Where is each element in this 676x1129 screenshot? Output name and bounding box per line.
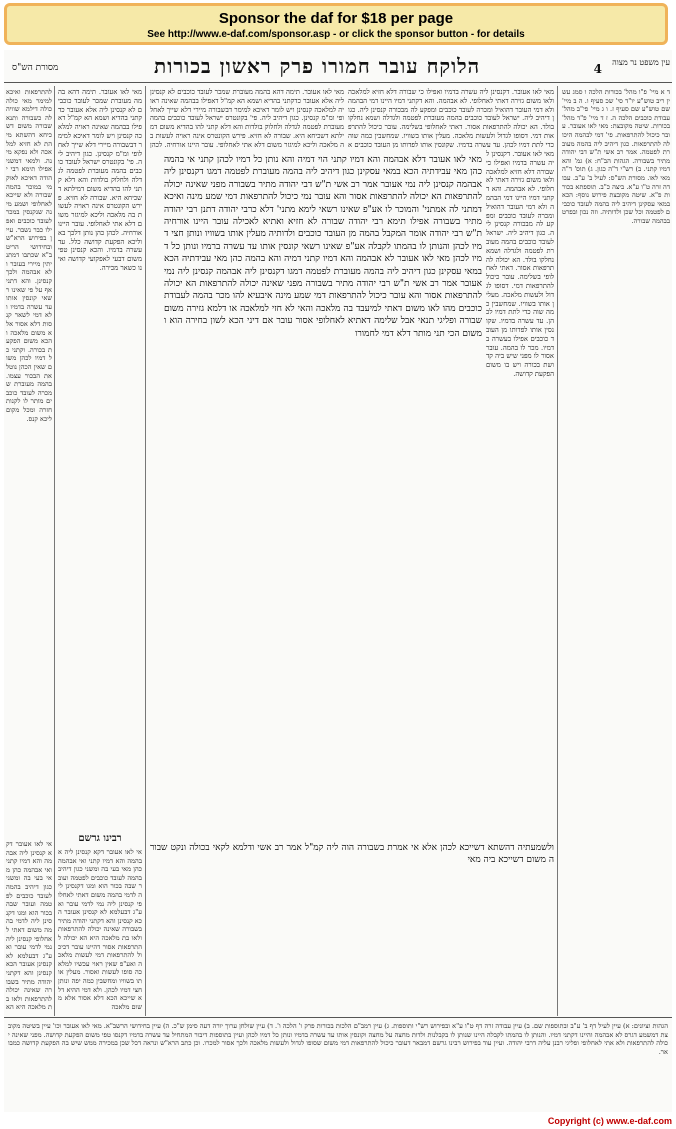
bottom-commentary-text: הגהות וציונים: א) עיין לעיל דף ב' ע"ב ובתוספות שם. ב) עיין עבודה זרה דף ט"ו ע"א ובפירוש רש"י ותוספות. ג) עיין רמב"ם הלכות בכורות פרק ו' הלכה ו'. ד) עיין שולחן ערוך יורה דעה סימן ש"כ. ה) עיין בחידושי הרשב"א. מאי לאו אעובר וכו' עיין בשיטה מקובצת דמשמע דגרס לא אבהמה והיינו דקתני דמיו. והנותן לו בהמתו לקבלה היינו שנותן לו בקבלנות ולדות מחצה על מחצה וקונסין אותו עד עשרה בדמיו ונותן כל דמיו לכהן ועיין בתוספות דיבור המתחיל עד עשרה בדמיו דקנסו טפי משום הפקעת קדושה. מפני שאינה יכולה להתרפאות ולא אתי לאחלופי ופליגי רבנן עליה דרבי יהודה. ועיין עוד בפירוש רבינו גרשם דמבאר דעובר כיכול להתרפאות דמי משום שסופו לגדול ולעשות מלאכה ולכך אסור למכרו. וכן כתב הרא"ש ונראה דכל שכן במכירה ממש שיש בה הפקעת קדושה כמבואר. (8, 1022, 668, 1056)
page-number: 4 (593, 62, 602, 76)
ein-mishpat-text: ד א מיי' פ"ו מהל' בכורות הלכה ו סמג עשין ריב טוש"ע יו"ד סי' שכ סעיף ו. ה ב מיי' שם טוש"ע שם סעיף ז. ו ג מיי' פי"ב מהל' עבודת כוכבים הלכה ה. ז ד מיי' פ"ד מהל' בכורות. שיטה מקובצת: מאי לאו אעובר. עובר כיכול להתרפאות. פי' דמי לבהמה היכולה להתרפאות. כגון דיהיב ליה בהמה מעוברת לפטמה. אמר רב אשי ת"ש דבי יהודה מתיר בשבורה. הגהות הב"ח: א) גמ' והא דמיו קתני. ב) רש"י ד"ה כגון. ג) תוס' ד"ה מאי לאו. מסורת הש"ס: לעיל ב' ע"ב. עבודה זרה ט"ו ע"א. ביצה כ"ב. תוספתא בכורות פ"א. שיטה מקובצת פירוש נוסף: הכא במאי עסקינן דיהיב ליה בהמה לעובד כוכבים לפטמה וכל שכן ולדותיה. וזה נכון ובפרט בבהמה שבורה. (562, 88, 670, 225)
ein-mishpat-label: עין משפט נר מצוה (612, 58, 670, 67)
tosafot-text: מאי לאו אעובר. תימה דהא בהמה מעוברת שמכר לעובד כוכבים לא קנסינן ליה אלא אעובר כדקתני בהדיא ושמא הא קמ"ל דאפילו בבהמה שאינה ראויה למלאכה קנסינן ויש לומר דאיכא למימר דבשבורה מיירי דלא שייך לאחלופי ומ"מ קנסינן. כגון דיהיב ליה. פי' בקונטרס ישראל לעובד כוכבים בהמה מעוברת לפטמה לגדלה ולחלוק בולדות והא דלא קתני להו בהדיא משום דמילתא דשכיחא היא. שבורה לא חזיא. פירש הקונטרס אינה ראויה לעשות בה מלאכה וליכא למיגזר משום דלא אתי לאחלופי. עובר היינו אורחיה. לכהן כהן נותן דלכך בא וליכא הפקעת קדושה כלל. עד עשרה בדמיו. והכא קנסינן טפי משום דבעי לאפקועי קדושה ואינו כשאר מכירה. (58, 88, 142, 272)
sponsor-banner[interactable] (4, 3, 668, 45)
divider-ein-mishpat (557, 86, 558, 1016)
gemara-main (164, 154, 482, 840)
rashi-top-text: מאי לאו אעובר. דקנסינן ליה עשרה בדמיו ואפילו כי שבורה דלא חזיא למלאכה ולאו משום גזירה דאתי לאחלופי. לא אבהמה. והא דקתני דמיו היינו דמי הבהמה ולא דמי העובר דהואיל ומכרה לעובד כוכבים ומפקע לה מבכורה קנסינן ליה. כגון דיהיב ליה. ישראל לעובד כוכבים בהמה מעוברת לפטמה ולגדלה ושמא נחלקו בולד. הא יכולה להתרפאות אסור. דאתי לאחלופי בשלימה. עובר כיכול להתרפאות דמי. דסופו לגדול ולעשות מלאכה. מעלין אותו בשוויו. שמחשבין כמה שוה כדי לתת דמיו לכהן. עד עשרה בדמיו. שקונסין אותו לפדותו מן העובד כוכבים א (348, 88, 554, 148)
tosafot-column (58, 88, 142, 828)
tosafot-top-band (150, 88, 344, 148)
bottom-divider (4, 1017, 672, 1018)
rashi-text: מאי לאו אעובר. דקנסינן ליה עשרה בדמיו ואפילו כי שבורה דלא חזיא למלאכה ולאו משום גזירה דאתי לאחלופי. לא אבהמה. והא דקתני דמיו היינו דמי הבהמה ולא דמי העובר דהואיל ומכרה לעובד כוכבים ומפקע לה מבכורה קנסינן ליה. כגון דיהיב ליה. ישראל לעובד כוכבים בהמה מעוברת לפטמה ולגדלה ושמא נחלקו בולד. הא יכולה להתרפאות אסור. דאתי לאחלופי בשלימה. עובר כיכול להתרפאות דמי. דסופו לגדול ולעשות מלאכה. מעלין אותו בשוויו. שמחשבין כמה שוה כדי לתת דמיו לכהן. עד עשרה בדמיו. שקונסין אותו לפדותו מן העובד כוכבים אפילו בעשרה בדמיו. מכר לו בהמה. עובר אסור לו מפני שיש ביה קדושת בכורה ויש בו משום הפקעת קדושה. (486, 150, 554, 378)
rashi-top-band (348, 88, 554, 148)
sponsor-subline[interactable]: See http://www.e-daf.com/sponsor.asp - or click the sponsor button - for details (147, 29, 525, 40)
ein-mishpat-column (562, 88, 670, 1013)
masechet-label: מסורת הש"ס (12, 63, 59, 73)
page-header (4, 54, 672, 82)
copyright-link[interactable]: Copyright (c) www.e-daf.com (547, 1116, 672, 1126)
rabbeinu-gershom-tail-text: אי לאו אעובר דקא קנסינן ליה אבהמה והא דמיו קתני ואי אבהמה כהן מאי בעי בה ומשני כגון דיהיב בהמה לעובד כוכבים לפטמה ועובר שבה בכור הוא ומגו דקנסינן ליה לדמי בהמה משום דאתי לאחלופי קנסינן ליה נמי לדמי עובר ואע"ג דבעלמא לא קנסינן אעובר הכא קנסינן והא דקתני יהודה מתיר בשבורה שאינה יכולה להתרפאות ולאו בת מלאכה היא הא (6, 840, 52, 1010)
divider-left-margin (54, 86, 55, 1016)
gemara-bottom (150, 842, 554, 1000)
sponsor-headline[interactable]: Sponsor the daf for $18 per page (218, 10, 454, 27)
divider-tosafot (145, 86, 146, 1016)
rashi-column (486, 150, 554, 840)
gemara-bottom-text: ולשמעתיה דהשתא דשייכא לכהן אלא אי אמרת בשבורה הוה ליה קמ"ל אמר רב אשי ודלמא לקאי בכולה ונקט שבורה משום דשייכא ביה מאי (150, 843, 554, 866)
bottom-commentary (8, 1022, 668, 1108)
header-divider (4, 82, 672, 83)
page-title: הלוקח עובר חמורו פרק ראשון בכורות (154, 54, 481, 78)
talmud-page (4, 50, 672, 1112)
rabbeinu-gershom-column (58, 830, 142, 1015)
rabbeinu-gershom-heading: רבינו גרשם (78, 833, 122, 844)
left-margin-column (6, 88, 52, 828)
rabbeinu-gershom-tail (6, 840, 52, 1010)
gemara-text: מאי לאו אעובר דלא אבהמה והא דמיו קתני הוי דמיה והא נותן כל דמיו לכהן קתני אי בהמה כהן מאי עבידתיה הכא במאי עסקינן כגון דיהיב ליה בהמה מעוברת לפטמה דמגו דקנסינן ליה אבהמה קנסינן ליה נמי אעובר אמר רב אשי ת"ש דבי יהודה מתיר בשבורה מפני שאינה יכולה להתרפאות הא יכולה להתרפאות אסור והא עובר נמי כיכול להתרפאות דמי שמע מינה ואיכא דמתני לה אמתני' והמוכר לו אע"פ שאינו רשאי לימא מתני' דלא כרבי יהודה דתנן רבי יהודה מתיר בשבורה אפילו תימא רבי יהודה שבורה לא חזיא ואתיא לאכילה עובר היינו אורחיה ת"ש רבי יהודה אומר המקבל בהמה מן העובד כוכבים ולדותיה מעלין אותו בשוויו ונותן חצי דמיו לכהן והנותן לו בהמתו לקבלה אע"פ שאינו רשאי קונסין אותו עד עשרה ברמיו ונותן כל דמיו לכהן מאי לאו אעובר לא אבהמה והא דמיו קתני דמיה והא בהמה כהן מאי עבידתיה הכא במאי עסקינן כגון דיהיב ליה בהמה מעוברת לפטמה דמגו דקנסינן ליה אבהמה קנסינן ליה נמי אעובר אמר רב אשי ת"ש רבי יהודה מתיר בשבורה מפני שאינה יכולה להתרפאות הא יכולה להתרפאות אסור והא עובר כיכול להתרפאות דמי שמע מינה איבעיא להו מכר בהמה לעבודת כוכבים מהו לאו משום דאתי למיעבד בה מלאכה והאי לא חזי למלאכה או דלמא גזירה משום שבורה ופליגי תנאי אבל שלימה דאתיא לאחלופי אסור עובר אם דיני הכא לשון בחירה הוא ומשום הכי תני מותר דלא דמי לחמורו (164, 155, 482, 339)
left-margin-text: להתרפאות ואיכא למימר מאי כולה כולה דילמא שוויה לה כשבורה ותנא שבורה משום דשכיחא דהשתא מיהת לא חזיא למלאכה ולא נפקא מינה. ולמאי דמשני אפילו תימא רבי יהודה דאיכא לאוקמי במוכר בהמה שבורה ולא שייכא לאחלופי ושמע מינה שנקנסין במכר לעובד כוכבים ואפילו כבר נשבר. עיין בפירוש הרא"ש ובחידושי הריטב"א שכתבו דמתניתין מיירי בעובר ולא אבהמה ולכך קנסינן. והא דתני אף על פי שאינו רשאי קונסין אותו עד עשרה בדמיו ולא דמי לשאר קנסות דלא אסור אלא משום מלאכה והכא משום הפקעת בכורה. וקתני כל דמיו לכהן משום שאין הכהן נוטל את הבכור עצמו. בהמה מעוברת שמכרה לעובד כוכבים מותר לו לקנות חזרה ומכל מקום ליכא קנס. (6, 88, 52, 423)
rabbeinu-gershom-text: אי לאו אעובר דקא קנסינן ליה אבהמה והא דמיו קתני ואי אבהמה כהן מאי בעי בה ומשני כגון דיהיב בהמה לעובד כוכבים לפטמה ועובר שבה בכור הוא ומגו דקנסינן ליה לדמי בהמה משום דאתי לאחלופי קנסינן ליה נמי לדמי עובר ואע"ג דבעלמא לא קנסינן אעובר הכא קנסינן והא דקתני יהודה מתיר בשבורה שאינה יכולה להתרפאות ולאו בת מלאכה היא הא יכולה להתרפאות אסור דהיינו עובר דכיכול להתרפאות דמי לעשות מלאכה ואע"פ שאין ראוי עכשיו למלאכה סופו לעשות ואסור. מעלין אותו בשוויו ומחשבין כמה יפה ונותן חצי דמיו לכהן. ולא דמי ההיא דלא שייכא הכא דלא אסור אלא משום מלאכה (58, 848, 142, 1011)
tosafot-top-text: מאי לאו אעובר. תימה דהא בהמה מעוברת שמכר לעובד כוכבים לא קנסינן ליה אלא אעובר כדקתני בהדיא ושמא הא קמ"ל דאפילו בבהמה שאינה ראויה למלאכה קנסינן ויש לומר דאיכא למימר דבשבורה מיירי דלא שייך לאחלופי ומ"מ קנסינן. כגון דיהיב ליה. פי' בקונטרס ישראל לעובד כוכבים בהמה מעוברת לפטמה לגדלה ולחלוק בולדות והא דלא קתני להו בהדיא משום דמילתא דשכיחא היא. שבורה לא חזיא. פירש הקונטרס אינה ראויה לעשות בה מלאכה וליכא למיגזר משום דלא אתי לאחלופי. עובר היינו אורחיה. לכהן (150, 88, 344, 148)
